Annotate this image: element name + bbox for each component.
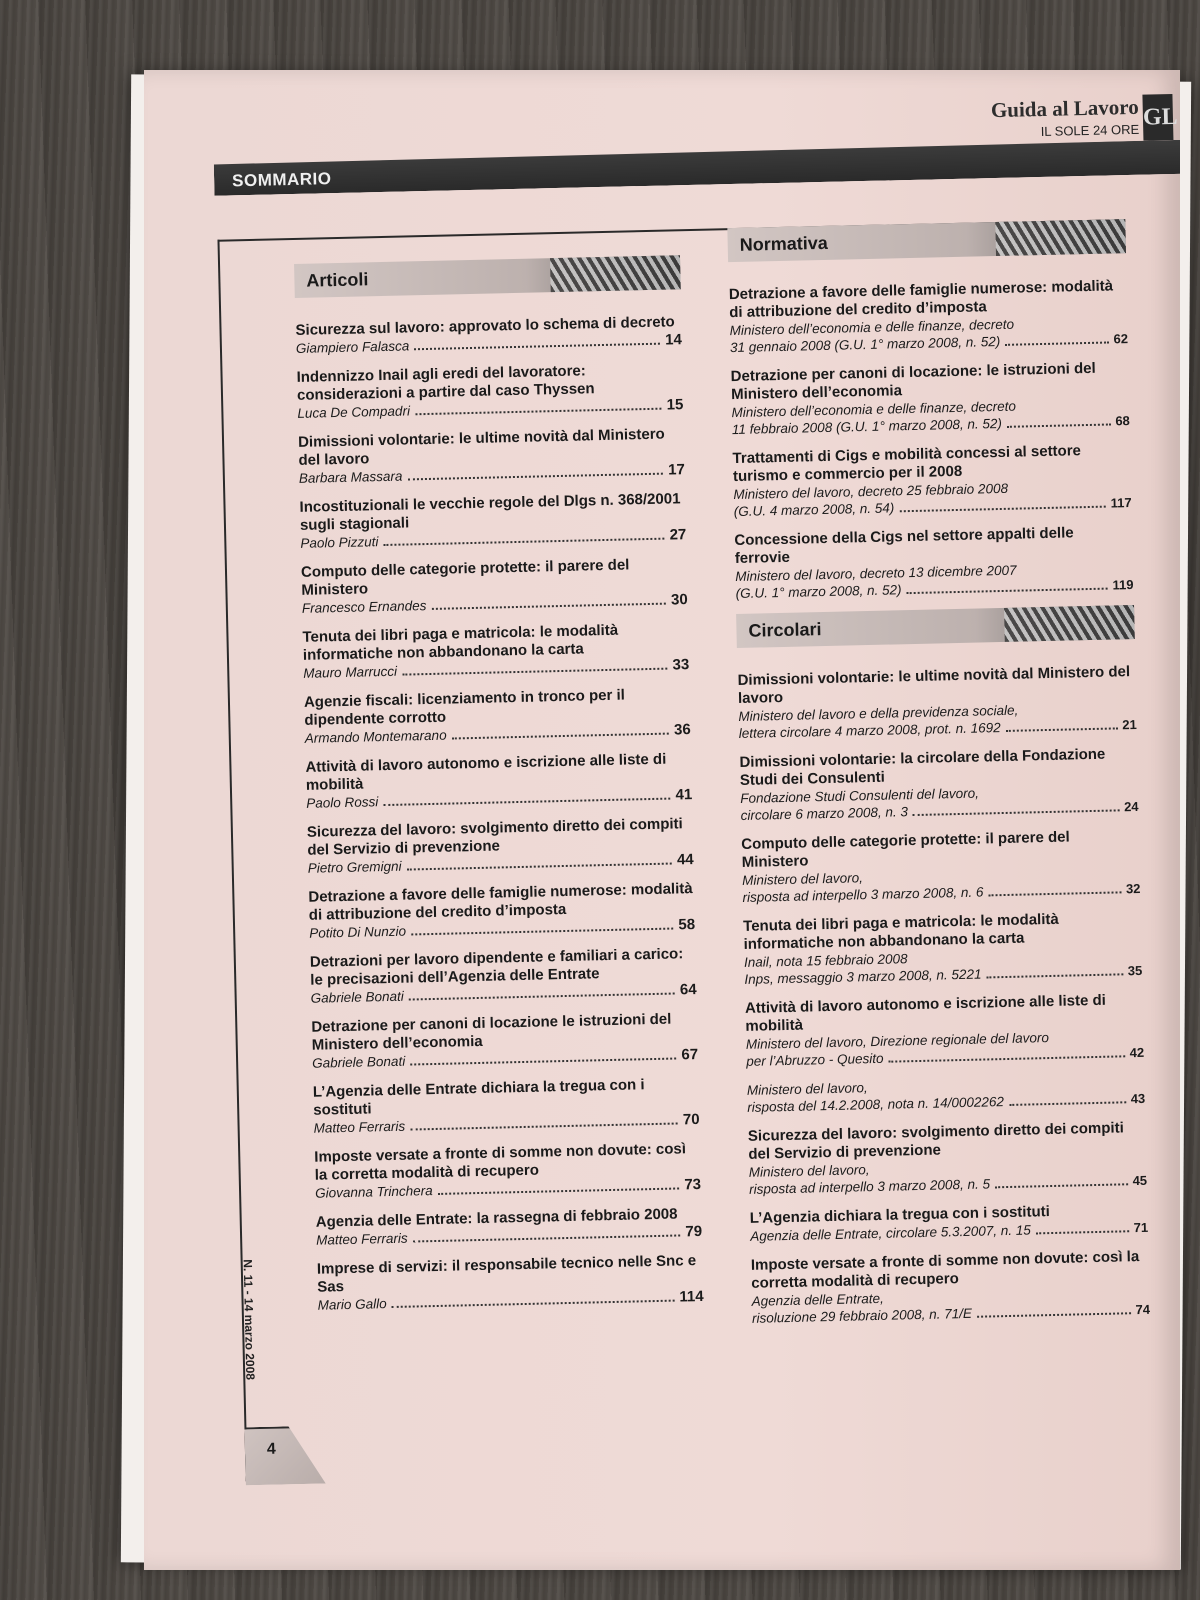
entry-title: Trattamenti di Cigs e mobilità concessi al settore turismo e commercio per il 2008	[732, 442, 1082, 486]
entry-page: 71	[1133, 1219, 1149, 1236]
entry-page: 17	[667, 461, 686, 479]
entry-author: Pietro Gremigni	[307, 858, 402, 876]
entry-ref: circolare 6 marzo 2008, n. 3	[740, 804, 909, 823]
entry-page: 36	[673, 721, 691, 739]
entry-title: Dimissioni volontarie: la circolare della Fondazione Studi dei Consulenti	[739, 745, 1106, 789]
entry-page: 43	[1130, 1090, 1146, 1107]
entry-author: Paolo Pizzuti	[300, 534, 379, 551]
entry-author: Armando Montemarano	[304, 727, 447, 746]
entry-title: Imprese di servizi: il responsabile tecnico nelle Snc e Sas	[316, 1252, 697, 1296]
right-column	[727, 219, 1150, 1339]
entry-title: Incostituzionali le vecchie regole del Dlgs n. 368/2001 sugli stagionali	[299, 490, 681, 534]
toc-entry[interactable]	[295, 313, 682, 357]
leader-dots	[392, 1300, 675, 1308]
entry-title: Indennizzo Inail agli eredi del lavoratore: considerazioni a partire dal caso Thyssen	[296, 362, 595, 404]
leader-dots	[1006, 727, 1118, 732]
leader-dots	[899, 506, 1105, 513]
leader-dots	[987, 973, 1123, 978]
toc-entry[interactable]	[305, 750, 692, 812]
leader-dots	[1005, 342, 1108, 346]
brand-logo-icon: GL	[1142, 94, 1173, 141]
entry-page: 70	[682, 1110, 700, 1129]
toc-entry[interactable]	[751, 1248, 1150, 1327]
entry-source: Ministero del lavoro, decreto 25 febbraio 2008	[733, 480, 1009, 503]
entry-source: Fondazione Studi Consulenti del lavoro,	[740, 785, 980, 806]
leader-dots	[407, 863, 672, 871]
entry-source: Ministero dell’economia e delle finanze, decreto	[729, 316, 1015, 339]
entry-title: L’Agenzia dichiara la tregua con i sostituti	[749, 1203, 1050, 1227]
entry-page: 45	[1132, 1172, 1148, 1189]
entry-page: 14	[664, 331, 683, 349]
toc-entry[interactable]	[748, 1119, 1147, 1198]
leader-dots	[995, 1183, 1128, 1188]
entry-source: Ministero dell’economia e delle finanze, decreto	[731, 398, 1017, 421]
leader-dots	[977, 1312, 1131, 1317]
entry-page: 114	[679, 1287, 704, 1306]
circolari-list	[737, 663, 1150, 1327]
entry-source: Ministero del lavoro, decreto 13 dicembre 2007	[735, 562, 1017, 585]
toc-entry[interactable]	[314, 1140, 701, 1202]
entry-title: Imposte versate a fronte di somme non dovute: così la corretta modalità di recupero	[750, 1248, 1140, 1292]
entry-title: L’Agenzia delle Entrate dichiara la tregua con i sostituti	[312, 1076, 645, 1119]
toc-entry[interactable]	[296, 360, 683, 422]
entry-source: Ministero del lavoro,	[741, 870, 864, 888]
entry-author: Matteo Ferraris	[313, 1118, 406, 1136]
magazine-page	[144, 70, 1180, 1570]
entry-author: Giovanna Trinchera	[314, 1183, 433, 1201]
toc-entry[interactable]	[311, 1010, 698, 1072]
circolari-heading-label: Circolari	[748, 619, 822, 641]
entry-title: Sicurezza del lavoro: svolgimento diretto dei compiti del Servizio di prevenzione	[747, 1119, 1124, 1163]
entry-ref: (G.U. 4 marzo 2008, n. 54)	[733, 500, 895, 520]
toc-entry[interactable]	[317, 1252, 704, 1314]
entry-page: 41	[675, 786, 693, 804]
heading-decoration	[550, 255, 681, 292]
toc-entry[interactable]	[308, 880, 695, 942]
entry-author: Mario Gallo	[317, 1296, 387, 1313]
issue-label: N. 11 - 14 marzo 2008	[240, 1259, 258, 1381]
leader-dots	[383, 798, 670, 807]
entry-title: Computo delle categorie protette: il parere del Ministero	[741, 828, 1070, 871]
toc-entry[interactable]	[299, 490, 686, 552]
leader-dots	[988, 891, 1121, 896]
leader-dots	[414, 343, 660, 351]
entry-page: 35	[1127, 962, 1143, 979]
leader-dots	[913, 809, 1119, 816]
entry-title: Detrazioni per lavoro dipendente e familiari a carico: le precisazioni dell’Agenzia delle Entrate	[309, 945, 684, 989]
articoli-heading-label: Articoli	[306, 269, 369, 291]
entry-page: 21	[1122, 716, 1137, 733]
entry-author: Gabriele Bonati	[310, 988, 404, 1006]
entry-title: Imposte versate a fronte di somme non dovute: così la corretta modalità di recupero	[314, 1140, 687, 1184]
entry-page: 32	[1125, 880, 1141, 897]
entry-title: Dimissioni volontarie: le ultime novità dal Ministero del lavoro	[737, 663, 1131, 708]
entry-title: Dimissioni volontarie: le ultime novità dal Ministero del lavoro	[297, 425, 665, 469]
entry-title: Agenzie fiscali: licenziamento in tronco per il dipendente corrotto	[303, 686, 626, 729]
brand-title: Guida al Lavoro	[990, 94, 1139, 123]
entry-ref: per l’Abruzzo - Quesito	[746, 1050, 884, 1069]
entry-title: Detrazione a favore delle famiglie numerose: modalità di attribuzione del credito d’imposta	[308, 880, 693, 924]
leader-dots	[907, 588, 1108, 595]
entry-title: Detrazione per canoni di locazione: le istruzioni del Ministero dell’economia	[730, 359, 1096, 404]
entry-source: Agenzia delle Entrate,	[751, 1290, 884, 1309]
entry-page: 68	[1115, 413, 1130, 429]
entry-title: Computo delle categorie protette: il parere del Ministero	[300, 556, 630, 599]
section-title: SOMMARIO	[231, 169, 332, 191]
leader-dots	[1007, 423, 1110, 427]
leader-dots	[409, 993, 675, 1001]
entry-title: Tenuta dei libri paga e matricola: le modalità informatiche non abbandonano la carta	[302, 621, 619, 664]
toc-entry[interactable]	[750, 1201, 1149, 1245]
toc-entry[interactable]	[745, 991, 1144, 1070]
entry-title: Sicurezza sul lavoro: approvato lo schema di decreto	[295, 313, 675, 339]
entry-ref: 31 gennaio 2008 (G.U. 1° marzo 2008, n. 52)	[729, 333, 1001, 356]
heading-decoration	[995, 219, 1126, 256]
entry-source: Ministero del lavoro,	[748, 1162, 870, 1180]
toc-entry[interactable]	[301, 555, 688, 617]
entry-title: Attività di lavoro autonomo e iscrizione alle liste di mobilità	[744, 991, 1107, 1035]
entry-page: 119	[1112, 577, 1134, 593]
heading-decoration	[1004, 605, 1135, 642]
entry-title: Detrazione per canoni di locazione le istruzioni del Ministero dell’economia	[311, 1010, 672, 1054]
leader-dots	[415, 408, 662, 416]
entry-source: Inail, nota 15 febbraio 2008	[743, 951, 908, 970]
toc-entry[interactable]	[741, 827, 1140, 906]
entry-source: Ministero del lavoro,	[746, 1080, 868, 1098]
entry-ref: 11 febbraio 2008 (G.U. 1° marzo 2008, n. 52)	[731, 415, 1003, 438]
entry-page: 74	[1135, 1301, 1151, 1318]
entry-page: 117	[1110, 495, 1132, 511]
entry-title: Detrazione a favore delle famiglie numerose: modalità di attribuzione del credito d’imposta	[728, 277, 1114, 322]
leader-dots	[383, 538, 664, 546]
leader-dots	[402, 668, 668, 676]
leader-dots	[452, 733, 669, 740]
entry-author: Giampiero Falasca	[295, 338, 410, 356]
leader-dots	[411, 928, 673, 936]
entry-author: Gabriele Bonati	[312, 1053, 406, 1071]
entry-page: 62	[1113, 331, 1129, 347]
leader-dots	[431, 603, 666, 610]
entry-page: 58	[678, 916, 696, 934]
brand	[990, 94, 1178, 140]
entry-page: 33	[672, 656, 690, 674]
entry-ref: risoluzione 29 febbraio 2008, n. 71/E	[751, 1305, 973, 1326]
entry-author: Luca De Compadri	[297, 403, 411, 421]
entry-ref: risposta ad interpello 3 marzo 2008, n. 5	[748, 1176, 991, 1197]
entry-title: Concessione della Cigs nel settore appalti delle ferrovie	[734, 524, 1074, 568]
leader-dots	[1009, 1101, 1126, 1106]
leader-dots	[1036, 1230, 1129, 1234]
entry-title: Attività di lavoro autonomo e iscrizione alle liste di mobilità	[305, 750, 667, 794]
toc-entry[interactable]	[304, 685, 691, 747]
entry-title: Tenuta dei libri paga e matricola: le modalità informatiche non abbandonano la carta	[742, 910, 1059, 953]
leader-dots	[413, 1234, 681, 1242]
entry-title: Agenzia delle Entrate: la rassegna di febbraio 2008	[315, 1205, 678, 1231]
entry-ref: Inps, messaggio 3 marzo 2008, n. 5221	[744, 966, 982, 987]
toc-entry[interactable]	[747, 1073, 1146, 1116]
entry-page: 67	[681, 1046, 699, 1064]
entry-title: Sicurezza del lavoro: svolgimento diretto dei compiti del Servizio di prevenzione	[306, 815, 683, 859]
page-content	[144, 70, 1180, 1570]
entry-ref: risposta del 14.2.2008, nota n. 14/0002262	[747, 1094, 1005, 1115]
entry-author: Matteo Ferraris	[316, 1230, 408, 1248]
entry-page: 42	[1129, 1044, 1145, 1061]
toc-entry[interactable]	[310, 945, 697, 1007]
leader-dots	[889, 1055, 1125, 1062]
toc-entry[interactable]	[298, 425, 685, 487]
entry-source: Ministero del lavoro e della previdenza sociale,	[738, 702, 1019, 724]
entry-ref: risposta ad interpello 3 marzo 2008, n. 6	[742, 884, 984, 905]
entry-ref: lettera circolare 4 marzo 2008, prot. n. 1692	[738, 720, 1001, 741]
normativa-list	[729, 277, 1134, 602]
entry-page: 30	[670, 591, 688, 609]
circolari-heading	[736, 605, 1135, 648]
publisher: IL SOLE 24 ORE	[1040, 121, 1140, 139]
toc-entry[interactable]	[732, 441, 1131, 520]
header-bar	[214, 140, 1180, 196]
entry-page: 73	[684, 1175, 702, 1194]
entry-ref: Agenzia delle Entrate, circolare 5.3.2007, n. 15	[750, 1222, 1032, 1244]
toc-entry[interactable]	[743, 909, 1142, 988]
entry-page: 79	[685, 1222, 703, 1241]
entry-author: Barbara Massara	[298, 468, 403, 486]
entry-ref: (G.U. 1° marzo 2008, n. 52)	[735, 582, 902, 602]
toc-entry[interactable]	[729, 277, 1128, 356]
entry-page: 24	[1123, 798, 1139, 815]
toc-entry[interactable]	[739, 745, 1138, 824]
toc-entry[interactable]	[316, 1205, 703, 1249]
normativa-heading-label: Normativa	[739, 232, 828, 255]
leader-dots	[410, 1122, 678, 1130]
entry-page: 27	[669, 526, 687, 544]
toc-entry[interactable]	[313, 1075, 700, 1137]
toc-entry[interactable]	[737, 663, 1136, 742]
toc-entry[interactable]	[307, 815, 694, 877]
leader-dots	[407, 473, 663, 481]
entry-author: Francesco Ernandes	[301, 598, 427, 616]
leader-dots	[438, 1187, 680, 1194]
entry-page: 15	[666, 396, 684, 414]
entry-source: Ministero del lavoro, Direzione regionale del lavoro	[745, 1030, 1050, 1052]
entry-author: Paolo Rossi	[306, 794, 379, 811]
page-number: 4	[266, 1440, 277, 1458]
entry-page: 64	[679, 981, 697, 999]
toc-entry[interactable]	[302, 620, 689, 682]
articoli-column	[294, 255, 704, 1325]
toc-entry[interactable]	[731, 359, 1130, 438]
entry-author: Mauro Marrucci	[303, 663, 398, 681]
entry-author: Potito Di Nunzio	[309, 923, 407, 941]
entry-page: 44	[676, 851, 694, 869]
toc-entry[interactable]	[734, 523, 1133, 602]
leader-dots	[410, 1057, 676, 1065]
articoli-list	[295, 313, 703, 1314]
normativa-heading	[727, 219, 1126, 262]
